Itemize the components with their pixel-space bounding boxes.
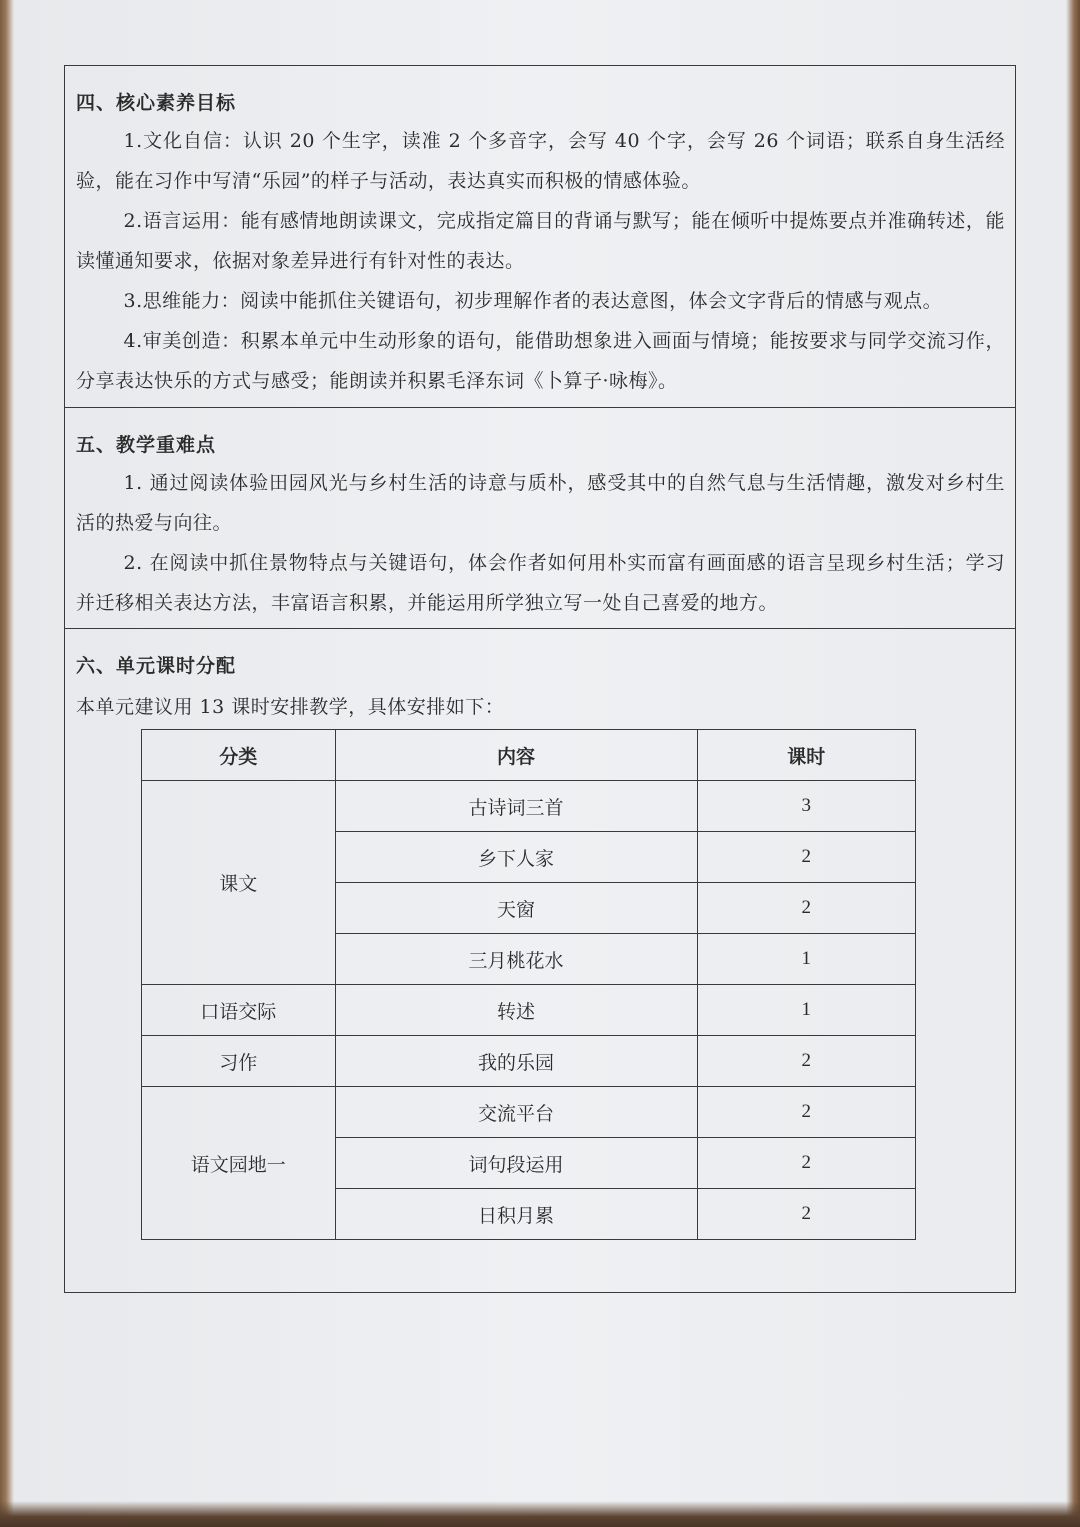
hours-cell: 2 [697,1036,915,1087]
category-cell: 习作 [142,1036,336,1087]
content-cell: 日积月累 [335,1189,697,1240]
hours-cell: 2 [697,1138,915,1189]
hours-cell: 1 [697,934,915,985]
section-key-points [65,408,1015,629]
paragraph: 3.思维能力：阅读中能抓住关键语句，初步理解作者的表达意图，体会文字背后的情感与观点。 [123,290,943,312]
paragraph: 1. 通过阅读体验田园风光与乡村生活的诗意与质朴，感受其中的自然气息与生活情趣，激发对乡村生活的热爱与向往。 [76,472,1005,534]
hours-cell: 1 [697,985,915,1036]
header-hours: 课时 [697,730,915,781]
header-content: 内容 [335,730,697,781]
table-row [142,1036,916,1087]
hours-cell: 3 [697,781,915,832]
paragraph: 2.语言运用：能有感情地朗读课文，完成指定篇目的背诵与默写；能在倾听中提炼要点并准确转述，能读懂通知要求，依据对象差异进行有针对性的表达。 [76,210,1005,272]
content-cell: 三月桃花水 [335,934,697,985]
table-row [142,781,916,832]
content-cell: 古诗词三首 [335,781,697,832]
table-header-row [142,730,916,781]
hours-cell: 2 [697,883,915,934]
content-cell: 我的乐园 [335,1036,697,1087]
document-frame [64,65,1016,1293]
table-row [142,1087,916,1138]
content-cell: 词句段运用 [335,1138,697,1189]
table-surface-edge [0,1501,1080,1527]
category-cell: 课文 [142,781,336,985]
content-cell: 转述 [335,985,697,1036]
category-cell: 语文园地一 [142,1087,336,1240]
section-heading: 四、核心素养目标 [76,92,237,114]
content-cell: 天窗 [335,883,697,934]
category-cell: 口语交际 [142,985,336,1036]
header-category: 分类 [142,730,336,781]
paragraph: 4.审美创造：积累本单元中生动形象的语句，能借助想象进入画面与情境；能按要求与同学交流习作，分享表达快乐的方式与感受；能朗读并积累毛泽东词《卜算子·咏梅》。 [76,330,1005,392]
hours-cell: 2 [697,1189,915,1240]
intro-text: 本单元建议用 13 课时安排教学，具体安排如下： [76,696,505,718]
section-core-literacy [65,66,1015,408]
paragraph: 1.文化自信：认识 20 个生字，读准 2 个多音字，会写 40 个字，会写 26 个词语；联系自身生活经验，能在习作中写清“乐园”的样子与活动，表达真实而积极的情感体验。 [76,130,1005,192]
content-cell: 交流平台 [335,1087,697,1138]
table-row [142,985,916,1036]
content-cell: 乡下人家 [335,832,697,883]
section-heading: 六、单元课时分配 [76,655,237,677]
hours-cell: 2 [697,832,915,883]
paragraph: 2. 在阅读中抓住景物特点与关键语句，体会作者如何用朴实而富有画面感的语言呈现乡村生活；学习并迁移相关表达方法，丰富语言积累，并能运用所学独立写一处自己喜爱的地方。 [76,552,1005,614]
section-heading: 五、教学重难点 [76,434,217,456]
hours-cell: 2 [697,1087,915,1138]
allocation-table [141,729,916,1240]
